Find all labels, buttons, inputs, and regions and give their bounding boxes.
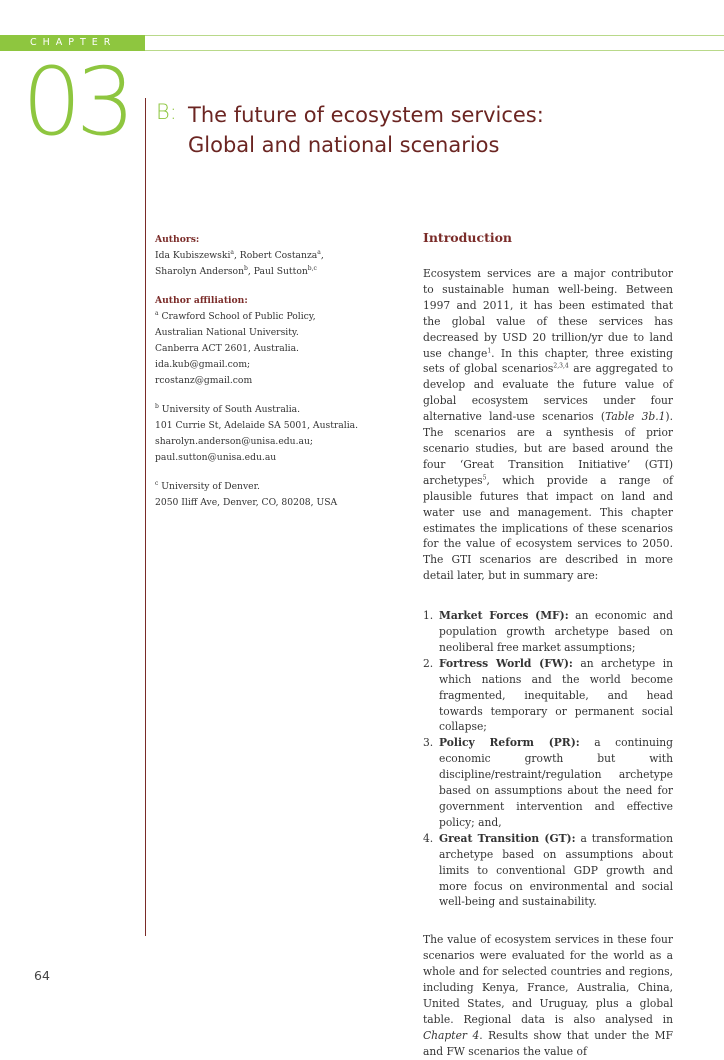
affiliation-c-line: $^c$ University of Denver. — [155, 479, 260, 492]
page-title — [188, 100, 688, 160]
authors-label: Authors: — [155, 234, 200, 245]
affiliation-c-line: 2050 Iliff Ave, Denver, CO, 80208, USA — [155, 497, 338, 508]
email-link[interactable]: paul.sutton@unisa.edu.au — [155, 452, 277, 463]
list-item: 1. Market Forces (MF): an economic and population growth archetype based on neoliberal free market assumptions; — [423, 609, 673, 654]
list-item: 4. Great Transition (GT): a transformation archetype based on assumptions about limits to conventional GDP growth and more focus on environmental and social well-being and sustainability. — [423, 831, 673, 909]
affiliation-a-line: Canberra ACT 2601, Australia. — [155, 343, 299, 354]
affiliation-label: Author affiliation: — [155, 295, 248, 306]
email-link[interactable]: ida.kub@gmail.com; — [155, 359, 251, 370]
authors-line-1: Ida Kubiszewski$^a$, Robert Costanza$^a$, — [155, 248, 324, 261]
affiliation-a-line: Australian National University. — [155, 327, 299, 338]
chapter-number: 03 — [22, 48, 130, 157]
email-link[interactable]: rcostanz@gmail.com — [155, 375, 253, 386]
list-item: 2. Fortress World (FW): an archetype in which nations and the world become fragmented, inequitable, and head towards temporary or permanent social collapse; — [423, 656, 673, 734]
affiliation-b-line: $^b$ University of South Australia. — [155, 402, 301, 415]
title-prefix: B: — [156, 100, 177, 124]
scenario-list — [423, 608, 673, 910]
intro-paragraph: Ecosystem services are a major contributor to sustainable human well-being. Between 1997 and 2011, it has been estimated that the global value of these services has decreased by USD 20 trillion/yr due to land use change$^1$. In this chapter, three existing sets of global scenarios$^{2,3,4}$ are aggregated to develop and evaluate the future value of global ecosystem services under four alternative land-use scenarios (Table 3b.1). The scenarios are a synthesis of prior scenario studies, but are based around the four ‘Great Transition Initiative’ (GTI) archetypes$^5$, which provide a range of plausible futures that impact on land and water use and management. This chapter estimates the implications of these scenarios for the value of ecosystem services to 2050. The GTI scenarios are described in more detail later, but in summary are: — [423, 267, 674, 583]
affiliation-a-line: $^a$ Crawford School of Public Policy, — [155, 309, 316, 322]
top-rule — [145, 35, 724, 36]
list-item: 3. Policy Reform (PR): a continuing economic growth but with discipline/restraint/regulation archetype based on assumptions about the need for government intervention and effective policy; and, — [423, 736, 674, 829]
chapter-label: CHAPTER — [30, 37, 117, 48]
title-line-1: The future of ecosystem services: — [188, 103, 544, 127]
vertical-divider — [145, 98, 146, 936]
section-heading: Introduction — [423, 230, 513, 245]
email-link[interactable]: sharolyn.anderson@unisa.edu.au; — [155, 436, 313, 447]
top-rule-lower — [145, 50, 724, 51]
main-text — [423, 230, 673, 1060]
page-number: 64 — [34, 968, 50, 983]
title-line-2: Global and national scenarios — [188, 133, 500, 157]
affiliation-b-line: 101 Currie St, Adelaide SA 5001, Australia. — [155, 420, 359, 431]
results-paragraph: The value of ecosystem services in these four scenarios were evaluated for the world as a whole and for selected countries and regions, including Kenya, France, Australia, China, United States, and Uruguay, plus a global table. Regional data is also analysed in Chapter 4. Results show that under the MF and FW scenarios the value of — [423, 933, 674, 1058]
author-sidebar — [155, 232, 405, 511]
authors-line-2: Sharolyn Anderson$^b$, Paul Sutton$^{b,c}$ — [155, 264, 317, 277]
